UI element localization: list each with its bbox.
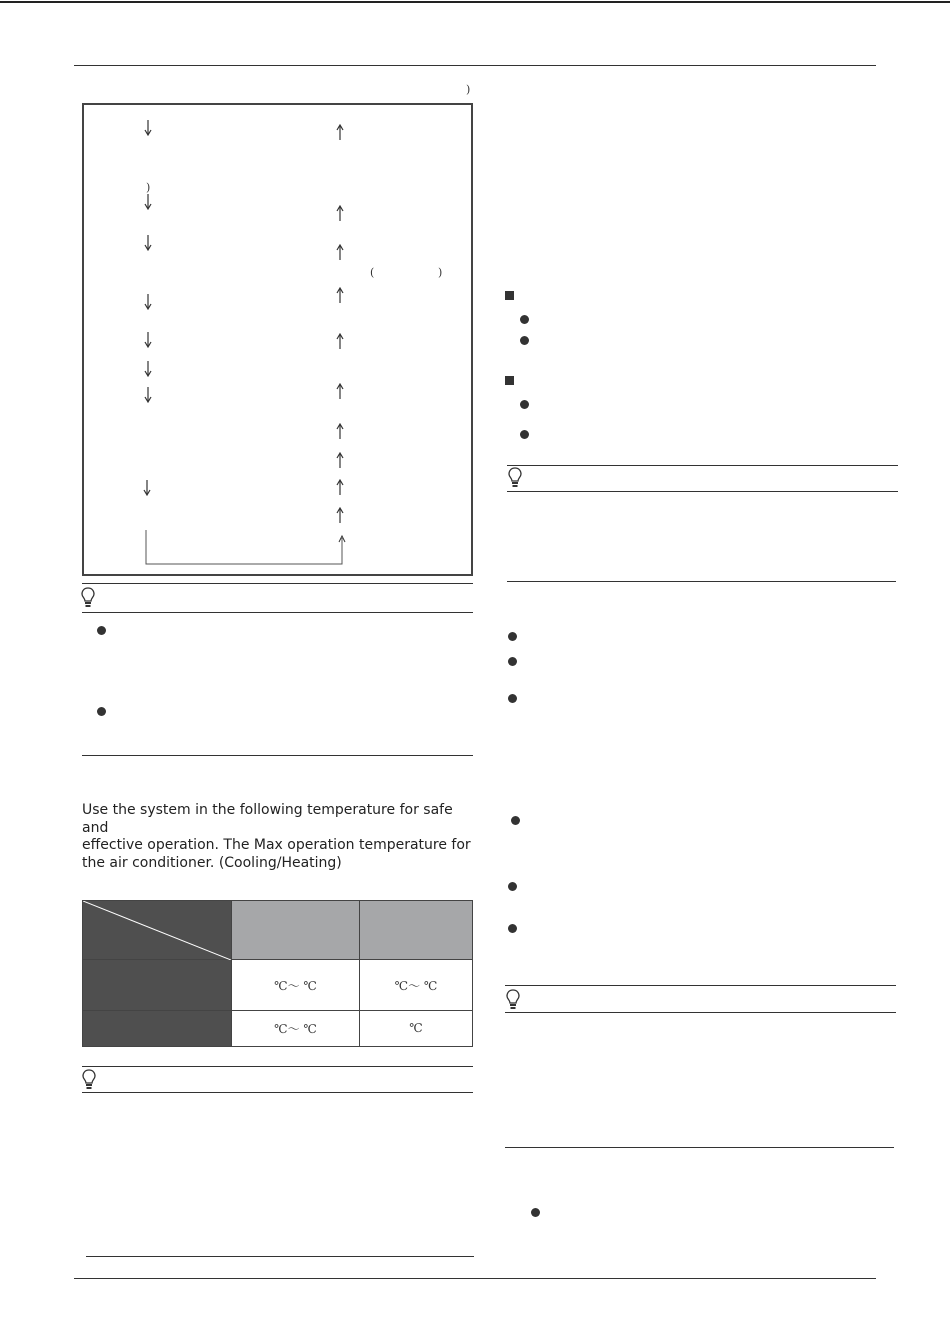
square-bullet (505, 376, 514, 385)
note-rule-bottom (505, 1012, 896, 1013)
diagram-bracket-close: ) (438, 266, 443, 279)
arrow-down-icon (143, 294, 153, 310)
bullet-dot (520, 315, 529, 324)
section-rule (86, 1256, 474, 1257)
lightbulb-icon (508, 467, 522, 489)
arrow-up-icon (335, 124, 345, 140)
square-bullet (505, 291, 514, 300)
arrow-down-icon (143, 120, 153, 136)
arrow-up-icon (335, 452, 345, 468)
page-top-border (0, 1, 950, 3)
diagram-bracket-open: ( (370, 266, 375, 279)
note-rule-top (505, 985, 896, 986)
bullet-dot (508, 694, 517, 703)
bullet-dot (508, 632, 517, 641)
note-rule-top (82, 1066, 473, 1067)
arrow-up-icon (335, 423, 345, 439)
note-rule-top (82, 583, 473, 584)
bullet-dot (508, 924, 517, 933)
arrow-down-icon (143, 332, 153, 348)
arrow-down-icon (143, 194, 153, 210)
lightbulb-icon (82, 1069, 96, 1091)
arrow-up-icon (335, 479, 345, 495)
arrow-down-icon (143, 235, 153, 251)
arrow-up-icon (335, 383, 345, 399)
bullet-dot (511, 816, 520, 825)
table-row-header-2 (83, 1010, 232, 1046)
note-rule-bottom (82, 1092, 473, 1093)
loop-connector (140, 528, 350, 568)
footer-rule (74, 1278, 876, 1279)
table-cell-r2c1: ℃～ ℃ (232, 1010, 360, 1046)
note-rule-bottom (507, 491, 898, 492)
table-header-cooling (232, 901, 360, 960)
arrow-down-icon (143, 361, 153, 377)
arrow-up-icon (335, 287, 345, 303)
bullet-dot (508, 882, 517, 891)
lightbulb-icon (81, 587, 95, 609)
bullet-dot (508, 657, 517, 666)
table-corner-cell (83, 901, 232, 960)
bullet-dot (520, 336, 529, 345)
arrow-up-icon (335, 244, 345, 260)
diagram-left-paren: ) (146, 181, 151, 194)
temperature-intro-line2: effective operation. The Max operation temperature for the air conditioner. (Cooling/Heating) (82, 837, 471, 871)
temperature-table (82, 900, 473, 1047)
bullet-dot (520, 400, 529, 409)
temperature-intro-line1: Use the system in the following temperature for safe and (82, 802, 453, 836)
section-rule (507, 581, 896, 582)
bullet-dot (97, 707, 106, 716)
arrow-up-icon (335, 205, 345, 221)
table-cell-r1c1: ℃～ ℃ (232, 960, 360, 1010)
table-cell-r1c2: ℃～ ℃ (360, 960, 473, 1010)
note-rule-top (507, 465, 898, 466)
arrow-down-icon (143, 387, 153, 403)
bullet-dot (520, 430, 529, 439)
arrow-down-icon (142, 480, 152, 496)
section-rule (505, 1147, 894, 1148)
arrow-up-icon (335, 507, 345, 523)
bullet-dot (97, 626, 106, 635)
section-rule (82, 755, 473, 756)
table-row-header-1 (83, 960, 232, 1010)
temperature-intro (82, 802, 472, 872)
table-header-heating (360, 901, 473, 960)
note-rule-bottom (82, 612, 473, 613)
arrow-up-icon (335, 333, 345, 349)
lightbulb-icon (506, 989, 520, 1011)
bullet-dot (531, 1208, 540, 1217)
flow-diagram-box (82, 103, 473, 576)
header-rule (74, 65, 876, 66)
diagram-top-paren: ) (466, 83, 471, 96)
table-cell-r2c2: ℃ (360, 1010, 473, 1046)
